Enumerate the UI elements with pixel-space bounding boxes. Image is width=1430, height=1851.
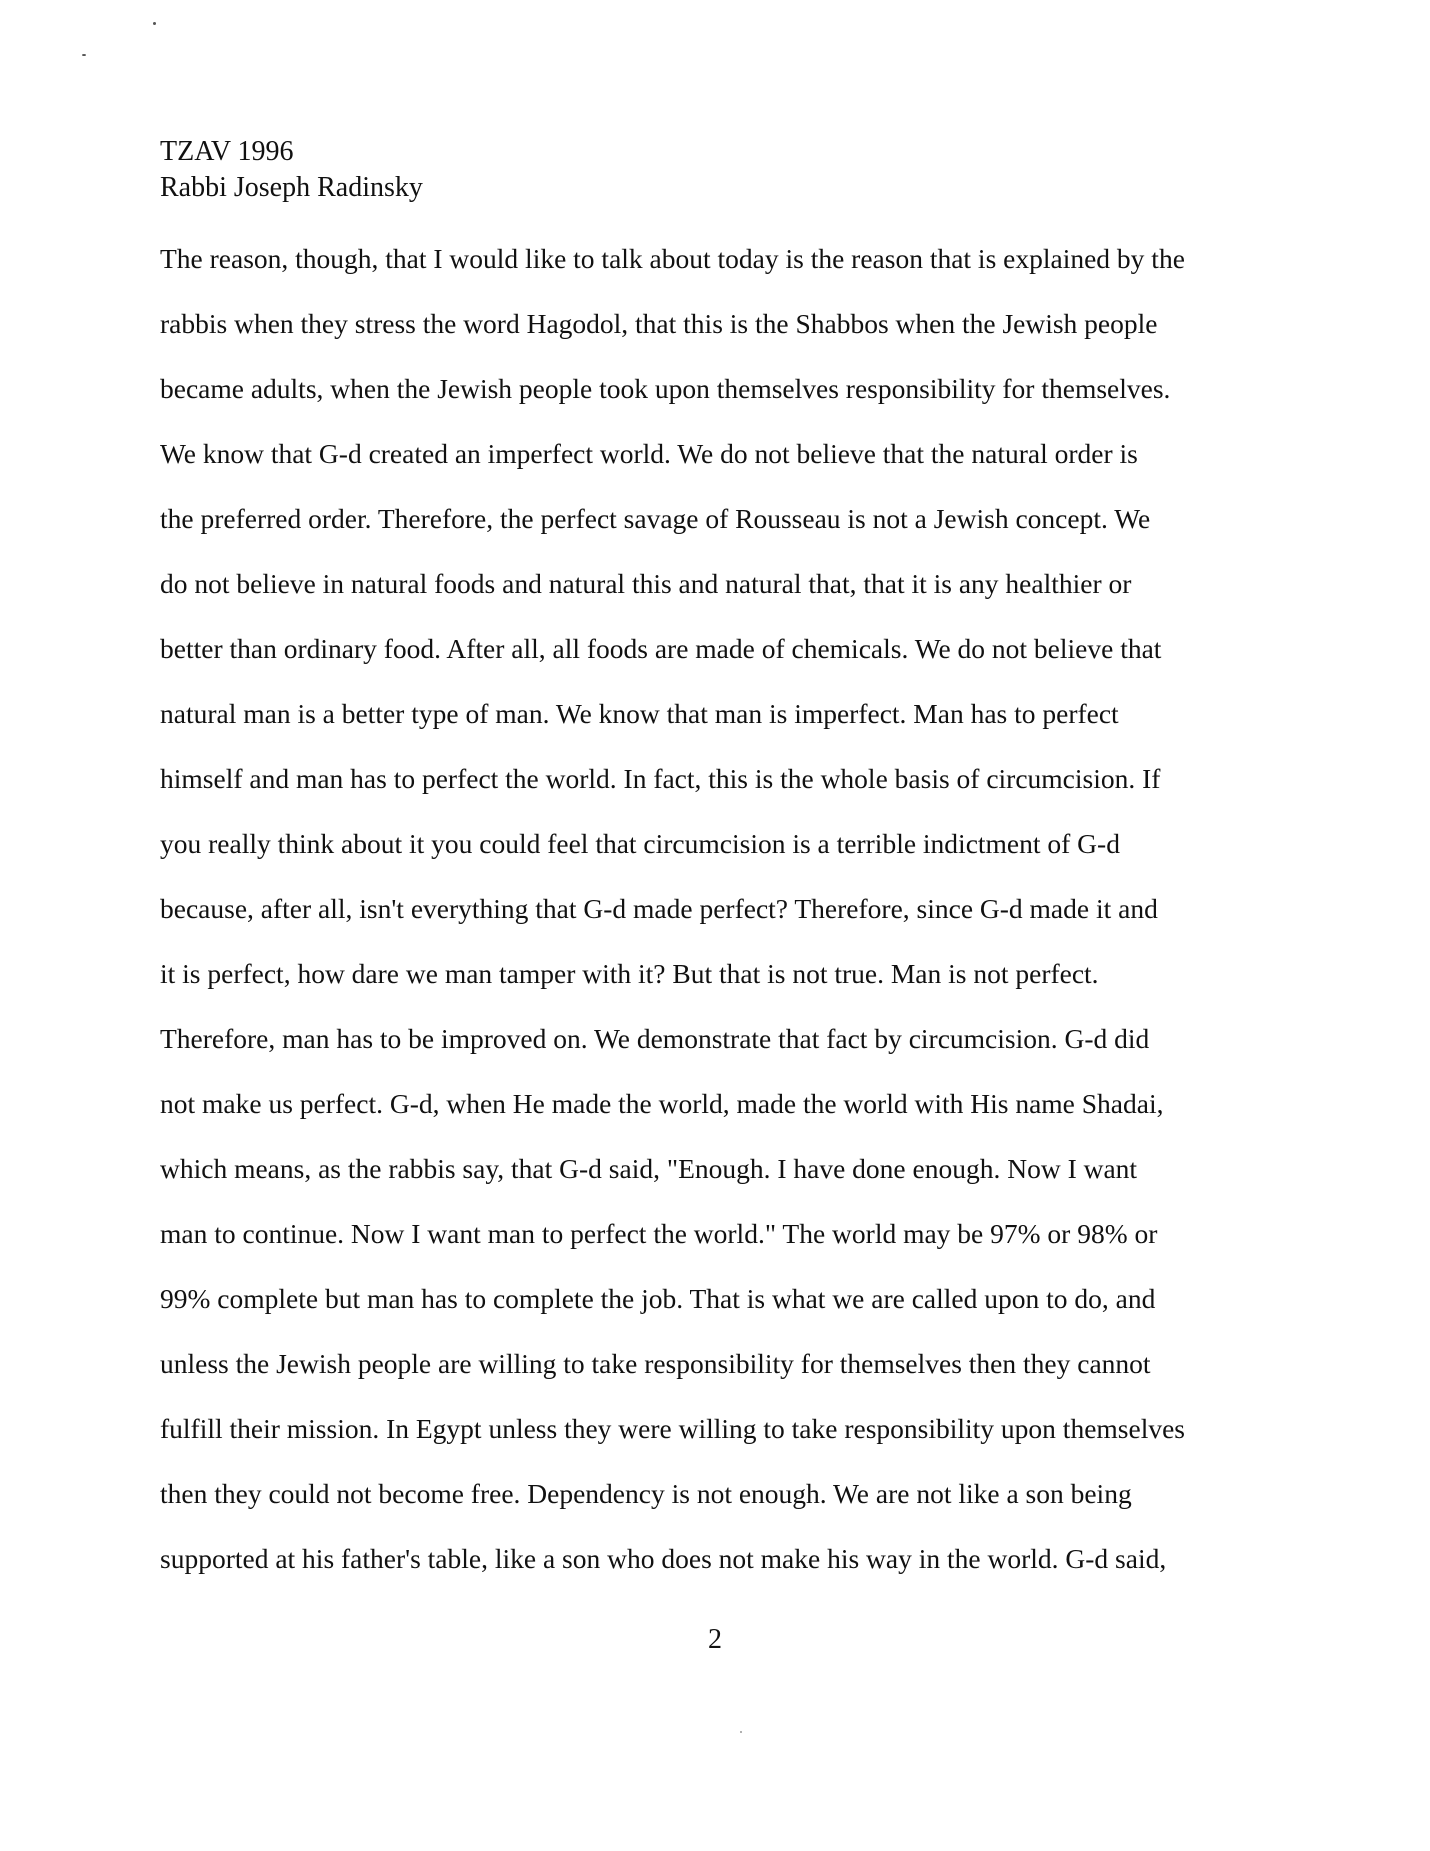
- text-line: then they could not become free. Dependency is not enough. We are not like a son being: [160, 1478, 1132, 1509]
- text-line: you really think about it you could feel that circumcision is a terrible indictment of G-d: [160, 828, 1120, 859]
- document-header: [160, 134, 423, 206]
- text-line: better than ordinary food. After all, all foods are made of chemicals. We do not believe that: [160, 633, 1162, 664]
- text-line: rabbis when they stress the word Hagodol, that this is the Shabbos when the Jewish people: [160, 308, 1158, 339]
- text-line: which means, as the rabbis say, that G-d said, "Enough. I have done enough. Now I want: [160, 1153, 1138, 1184]
- text-line: the preferred order. Therefore, the perfect savage of Rousseau is not a Jewish concept. We: [160, 503, 1151, 534]
- text-line: do not believe in natural foods and natural this and natural that, that it is any healthier or: [160, 568, 1132, 599]
- text-line: became adults, when the Jewish people took upon themselves responsibility for themselves.: [160, 373, 1171, 404]
- text-line: We know that G-d created an imperfect world. We do not believe that the natural order is: [160, 438, 1138, 469]
- scan-speck: [153, 22, 156, 25]
- text-line: natural man is a better type of man. We know that man is imperfect. Man has to perfect: [160, 698, 1119, 729]
- body-text: [160, 226, 1260, 1591]
- text-line: man to continue. Now I want man to perfect the world." The world may be 97% or 98% or: [160, 1218, 1158, 1249]
- text-line: it is perfect, how dare we man tamper with it? But that is not true. Man is not perfect.: [160, 958, 1099, 989]
- text-line: supported at his father's table, like a son who does not make his way in the world. G-d said,: [160, 1543, 1167, 1574]
- document-title: TZAV 1996: [160, 136, 294, 167]
- text-line: Therefore, man has to be improved on. We demonstrate that fact by circumcision. G-d did: [160, 1023, 1150, 1054]
- scan-speck: [82, 54, 86, 56]
- scan-speck: [740, 1731, 742, 1733]
- page-number: 2: [708, 1624, 722, 1655]
- text-line: himself and man has to perfect the world. In fact, this is the whole basis of circumcision. If: [160, 763, 1161, 794]
- text-line: because, after all, isn't everything that G-d made perfect? Therefore, since G-d made it and: [160, 893, 1158, 924]
- text-line: fulfill their mission. In Egypt unless they were willing to take responsibility upon themselves: [160, 1413, 1185, 1444]
- text-line: unless the Jewish people are willing to take responsibility for themselves then they cannot: [160, 1348, 1151, 1379]
- text-line: not make us perfect. G-d, when He made the world, made the world with His name Shadai,: [160, 1088, 1164, 1119]
- text-line: The reason, though, that I would like to talk about today is the reason that is explained by the: [160, 243, 1185, 274]
- document-author: Rabbi Joseph Radinsky: [160, 172, 423, 203]
- text-line: 99% complete but man has to complete the job. That is what we are called upon to do, and: [160, 1283, 1156, 1314]
